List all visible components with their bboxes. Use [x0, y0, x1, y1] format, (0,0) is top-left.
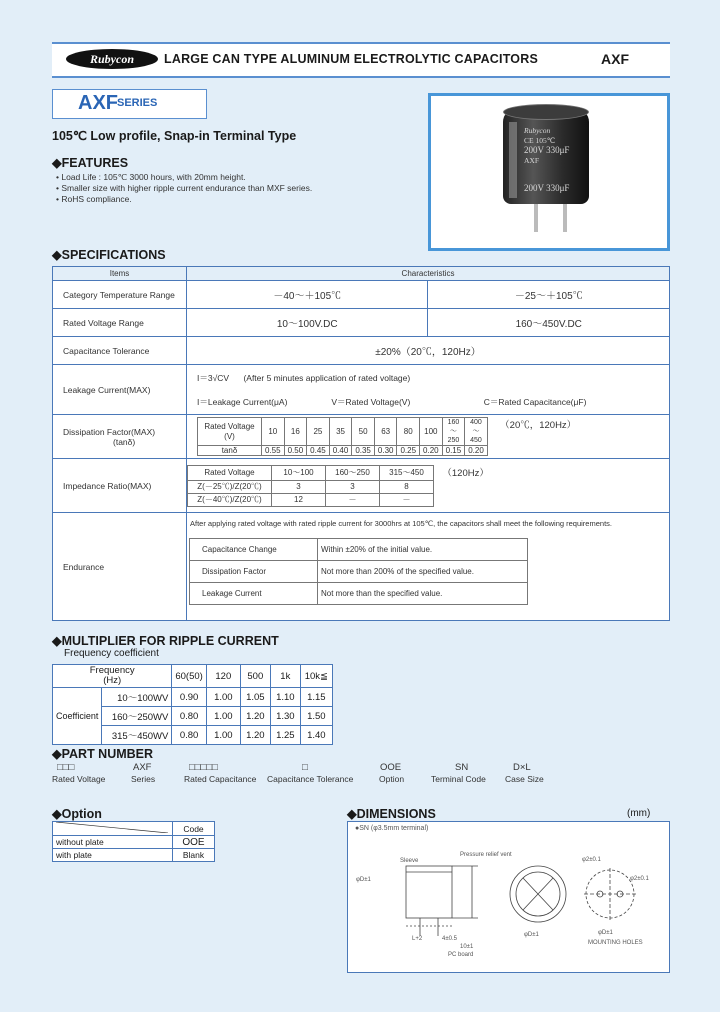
cap-tolerance-label: Capacitance Tolerance	[53, 337, 187, 365]
dim-label: φD±1	[356, 877, 371, 883]
dim-label: 4±0.5	[442, 936, 457, 942]
capacitor-marking: 200V 330μF	[524, 183, 570, 193]
ripple-freq: 1k	[270, 665, 300, 688]
df-value: 0.15	[442, 446, 465, 456]
ripple-value: 1.00	[206, 726, 240, 745]
df-cell	[187, 415, 670, 459]
pn-label: Terminal Code	[431, 774, 486, 784]
option-name: with plate	[53, 849, 173, 862]
ripple-freq-header	[53, 665, 172, 688]
dim-label: L+2	[412, 936, 423, 942]
df-voltage: 80	[397, 418, 420, 446]
series-subtitle: 105℃ Low profile, Snap-in Terminal Type	[52, 129, 297, 143]
characteristics-header: Characteristics	[187, 267, 670, 281]
dim-label: PC board	[448, 952, 474, 958]
capacitor-terminal	[534, 202, 538, 232]
dim-label: φD±1	[598, 930, 613, 936]
imp-value: 8	[380, 480, 434, 493]
ripple-value: 1.30	[270, 707, 300, 726]
ripple-heading: ◆MULTIPLIER FOR RIPPLE CURRENT	[52, 634, 279, 648]
dim-label: Sleeve	[400, 858, 419, 864]
imp-value: 3	[272, 480, 326, 493]
df-value: 0.20	[420, 446, 443, 456]
df-rv-unit: (V)	[224, 431, 235, 441]
capacitor-marking: 200V 330μF	[524, 145, 570, 155]
endurance-value: Within ±20% of the initial value.	[318, 539, 528, 561]
endurance-value: Not more than the specified value.	[318, 583, 528, 605]
option-heading: ◆Option	[52, 807, 102, 821]
voltage-range-low: 10～100V.DC	[187, 309, 428, 337]
ripple-value: 1.50	[300, 707, 332, 726]
endurance-cell	[187, 513, 670, 621]
ripple-value: 1.15	[300, 688, 332, 707]
ripple-range: 160～250WV	[102, 707, 172, 726]
df-tan-label: tanδ	[198, 446, 262, 456]
pn-label: Capacitance Tolerance	[267, 774, 354, 784]
diagonal-line	[56, 822, 168, 833]
pn-code-option: OOE	[380, 762, 402, 773]
dim-label: φ2±0.1	[582, 857, 601, 863]
ripple-range: 10～100WV	[102, 688, 172, 707]
ripple-value: 1.10	[270, 688, 300, 707]
specifications-heading: ◆SPECIFICATIONS	[52, 248, 166, 262]
impedance-label: Impedance Ratio(MAX)	[53, 459, 187, 513]
pn-code-voltage: □□□	[57, 762, 75, 773]
df-value: 0.50	[284, 446, 307, 456]
leakage-c-def: C＝Rated Capacitance(μF)	[483, 396, 587, 407]
ripple-freq: 120	[206, 665, 240, 688]
pn-label: Rated Capacitance	[184, 774, 257, 784]
imp-value: 3	[326, 480, 380, 493]
header-series-code: AXF	[601, 51, 629, 67]
ripple-value: 1.05	[240, 688, 270, 707]
option-diagonal-cell	[53, 822, 173, 836]
df-value: 0.45	[307, 446, 330, 456]
df-value: 0.30	[374, 446, 397, 456]
endurance-label: Endurance	[53, 513, 187, 621]
ripple-range: 315～450WV	[102, 726, 172, 745]
items-header: Items	[53, 267, 187, 281]
imp-voltage: 10～100	[272, 465, 326, 480]
df-voltage: 35	[329, 418, 352, 446]
feature-item: • Load Life : 105℃ 3000 hours, with 20mm height.	[56, 172, 246, 182]
voltage-range-high: 160～450V.DC	[428, 309, 670, 337]
imp-value: －	[380, 493, 434, 506]
option-name: without plate	[53, 836, 173, 849]
endurance-table	[189, 538, 528, 605]
df-rv-label: Rated Voltage	[204, 421, 255, 431]
imp-rv-header: Rated Voltage	[188, 465, 272, 480]
leakage-note: (After 5 minutes application of rated voltage)	[243, 372, 411, 383]
feature-item: • RoHS compliance.	[56, 194, 132, 204]
pn-label: Rated Voltage	[52, 774, 106, 784]
pn-label: Series	[131, 774, 156, 784]
leakage-v-def: V＝Rated Voltage(V)	[331, 396, 411, 407]
ripple-value: 1.00	[206, 688, 240, 707]
df-voltage: 50	[352, 418, 375, 446]
part-number-heading: ◆PART NUMBER	[52, 747, 154, 761]
capacitor-marking: AXF	[524, 156, 540, 165]
ripple-value: 0.80	[172, 707, 206, 726]
endurance-intro: After applying rated voltage with rated ripple current for 3000hrs at 105℃, the capacitors shall meet the following requirements.	[190, 519, 612, 528]
ripple-coef-label: Coefficient	[53, 688, 102, 745]
leakage-i-def: I＝Leakage Current(μA)	[197, 396, 288, 407]
ripple-freq-unit: (Hz)	[103, 675, 122, 686]
features-heading: ◆FEATURES	[52, 156, 129, 170]
temp-range-low: －40～＋105℃	[187, 281, 428, 309]
leakage-cell	[187, 365, 670, 415]
df-value: 0.55	[262, 446, 285, 456]
imp-value: 12	[272, 493, 326, 506]
imp-row-label: Z(－25℃)/Z(20℃)	[188, 480, 272, 493]
specifications-table	[52, 266, 670, 621]
dimensions-unit: (mm)	[627, 808, 651, 819]
ripple-freq: 500	[240, 665, 270, 688]
capacitor-stripe	[509, 122, 517, 198]
voltage-range-label: Rated Voltage Range	[53, 309, 187, 337]
df-label-cell	[53, 415, 187, 459]
pn-code-case: D×L	[513, 762, 531, 773]
capacitor-brand: Rubycon	[524, 126, 551, 135]
imp-value: －	[326, 493, 380, 506]
dim-label: Pressure relief vent	[460, 852, 512, 858]
df-value: 0.25	[397, 446, 420, 456]
dim-label: φ2±0.1	[630, 876, 649, 882]
ripple-freq-label: Frequency	[89, 665, 135, 676]
pn-label: Option	[379, 774, 405, 784]
option-code: OOE	[173, 836, 215, 849]
leakage-label: Leakage Current(MAX)	[53, 365, 187, 415]
series-name: AXF	[78, 92, 118, 114]
temp-range-high: －25～＋105℃	[428, 281, 670, 309]
capacitor-side-view	[406, 866, 452, 918]
ripple-subheading: Frequency coefficient	[64, 648, 159, 659]
cap-tolerance-value: ±20%（20℃，120Hz）	[187, 337, 670, 365]
rubycon-logo: Rubycon	[66, 49, 158, 69]
df-sublabel: (tanδ)	[113, 436, 136, 447]
impedance-condition: （120Hz）	[442, 467, 489, 479]
ripple-freq: 10k≦	[300, 665, 332, 688]
df-voltage: 100	[420, 418, 443, 446]
df-rv-header	[198, 418, 262, 446]
df-voltage: 16	[284, 418, 307, 446]
option-table	[52, 821, 215, 862]
header-title: LARGE CAN TYPE ALUMINUM ELECTROLYTIC CAPACITORS	[164, 52, 538, 66]
leakage-formula: I＝3√CV	[197, 372, 230, 383]
df-label: Dissipation Factor(MAX)	[63, 426, 156, 437]
feature-item: • Smaller size with higher ripple current endurance than MXF series.	[56, 183, 313, 193]
capacitor-top	[503, 104, 589, 120]
endurance-item: Leakage Current	[190, 583, 318, 605]
ripple-value: 1.20	[240, 726, 270, 745]
pn-code-capacitance: □□□□□	[189, 762, 218, 773]
option-code-header: Code	[173, 822, 215, 836]
endurance-item: Dissipation Factor	[190, 561, 318, 583]
temp-range-label: Category Temperature Range	[53, 281, 187, 309]
ripple-value: 0.90	[172, 688, 206, 707]
ripple-value: 1.40	[300, 726, 332, 745]
df-value: 0.20	[465, 446, 488, 456]
impedance-table	[187, 465, 434, 507]
pn-code-tolerance: □	[302, 762, 308, 773]
series-label: SERIES	[117, 97, 158, 109]
pn-label: Case Size	[505, 774, 544, 784]
imp-row-label: Z(－40℃)/Z(20℃)	[188, 493, 272, 506]
imp-voltage: 160～250	[326, 465, 380, 480]
endurance-item: Capacitance Change	[190, 539, 318, 561]
ripple-value: 1.20	[240, 707, 270, 726]
ripple-value: 0.80	[172, 726, 206, 745]
dim-label: 10±1	[460, 944, 474, 950]
option-code: Blank	[173, 849, 215, 862]
ripple-value: 1.00	[206, 707, 240, 726]
df-voltage: 63	[374, 418, 397, 446]
df-voltage: 25	[307, 418, 330, 446]
df-condition: （20℃，120Hz）	[500, 420, 577, 431]
dim-label: φD±1	[524, 932, 539, 938]
df-voltage: 10	[262, 418, 285, 446]
dimension-note: ●SN (φ3.5mm terminal)	[355, 825, 429, 832]
capacitor-terminal	[563, 202, 567, 232]
ripple-table	[52, 664, 333, 745]
impedance-cell	[187, 459, 670, 513]
capacitor-marking: CE 105℃	[524, 136, 556, 145]
imp-voltage: 315～450	[380, 465, 434, 480]
df-table	[197, 417, 488, 456]
df-voltage: 160～250	[442, 418, 465, 446]
df-value: 0.35	[352, 446, 375, 456]
pn-code-terminal: SN	[455, 762, 469, 773]
dimension-drawing	[348, 836, 668, 970]
df-voltage: 400～450	[465, 418, 488, 446]
endurance-value: Not more than 200% of the specified value.	[318, 561, 528, 583]
df-value: 0.40	[329, 446, 352, 456]
ripple-freq: 60(50)	[172, 665, 206, 688]
dimensions-heading: ◆DIMENSIONS	[347, 807, 436, 821]
dim-label: MOUNTING HOLES	[588, 940, 643, 946]
ripple-value: 1.25	[270, 726, 300, 745]
pn-code-series: AXF	[133, 762, 152, 773]
